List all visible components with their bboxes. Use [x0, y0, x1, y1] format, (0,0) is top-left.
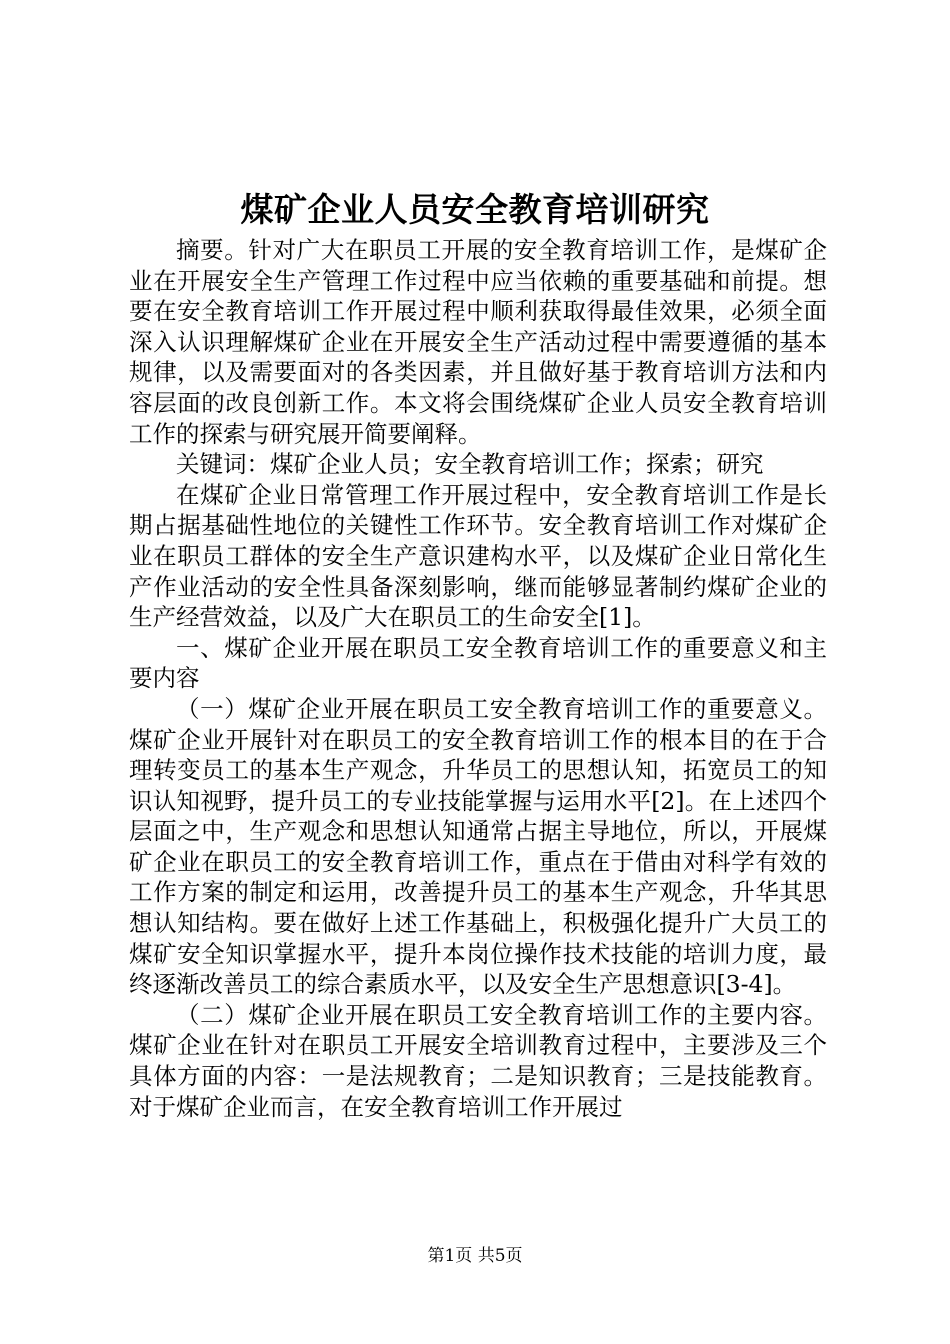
subsection-paragraph-1: （一）煤矿企业开展在职员工安全教育培训工作的重要意义。煤矿企业开展针对在职员工的安全教育培训工作的根本目的在于合理转变员工的基本生产观念，升华员工的思想认知，拓宽员工的知识认知视野，提升员工的专业技能掌握与运用水平[2]。在上述四个层面之中，生产观念和思想认知通常占据主导地位，所以，开展煤矿企业在职员工的安全教育培训工作，重点在于借由对科学有效的工作方案的制定和运用，改善提升员工的基本生产观念，升华其思想认知结构。要在做好上述工作基础上，积极强化提升广大员工的煤矿安全知识掌握水平，提升本岗位操作技术技能的培训力度，最终逐渐改善员工的综合素质水平，以及安全生产思想意识[3-4]。: [129, 694, 827, 999]
intro-paragraph: 在煤矿企业日常管理工作开展过程中，安全教育培训工作是长期占据基础性地位的关键性工作环节。安全教育培训工作对煤矿企业在职员工群体的安全生产意识建构水平，以及煤矿企业日常化生产作业活动的安全性具备深刻影响，继而能够显著制约煤矿企业的生产经营效益，以及广大在职员工的生命安全[1]。: [129, 480, 827, 632]
subsection-paragraph-2: （二）煤矿企业开展在职员工安全教育培训工作的主要内容。煤矿企业在针对在职员工开展安全培训教育过程中，主要涉及三个具体方面的内容：一是法规教育；二是知识教育；三是技能教育。对于煤矿企业而言，在安全教育培训工作开展过: [129, 1000, 827, 1121]
document-body: [129, 235, 827, 1122]
page-number-footer: 第1页 共5页: [427, 1246, 523, 1266]
document-title: 煤矿企业人员安全教育培训研究: [240, 190, 710, 229]
keywords-paragraph: 关键词：煤矿企业人员；安全教育培训工作；探索；研究: [176, 450, 764, 479]
section-heading: 一、煤矿企业开展在职员工安全教育培训工作的重要意义和主要内容: [129, 633, 827, 693]
abstract-paragraph: 摘要。针对广大在职员工开展的安全教育培训工作，是煤矿企业在开展安全生产管理工作过程中应当依赖的重要基础和前提。想要在安全教育培训工作开展过程中顺利获取得最佳效果，必须全面深入认识理解煤矿企业在开展安全生产活动过程中需要遵循的基本规律，以及需要面对的各类因素，并且做好基于教育培训方法和内容层面的改良创新工作。本文将会围绕煤矿企业人员安全教育培训工作的探索与研究展开简要阐释。: [129, 236, 827, 448]
